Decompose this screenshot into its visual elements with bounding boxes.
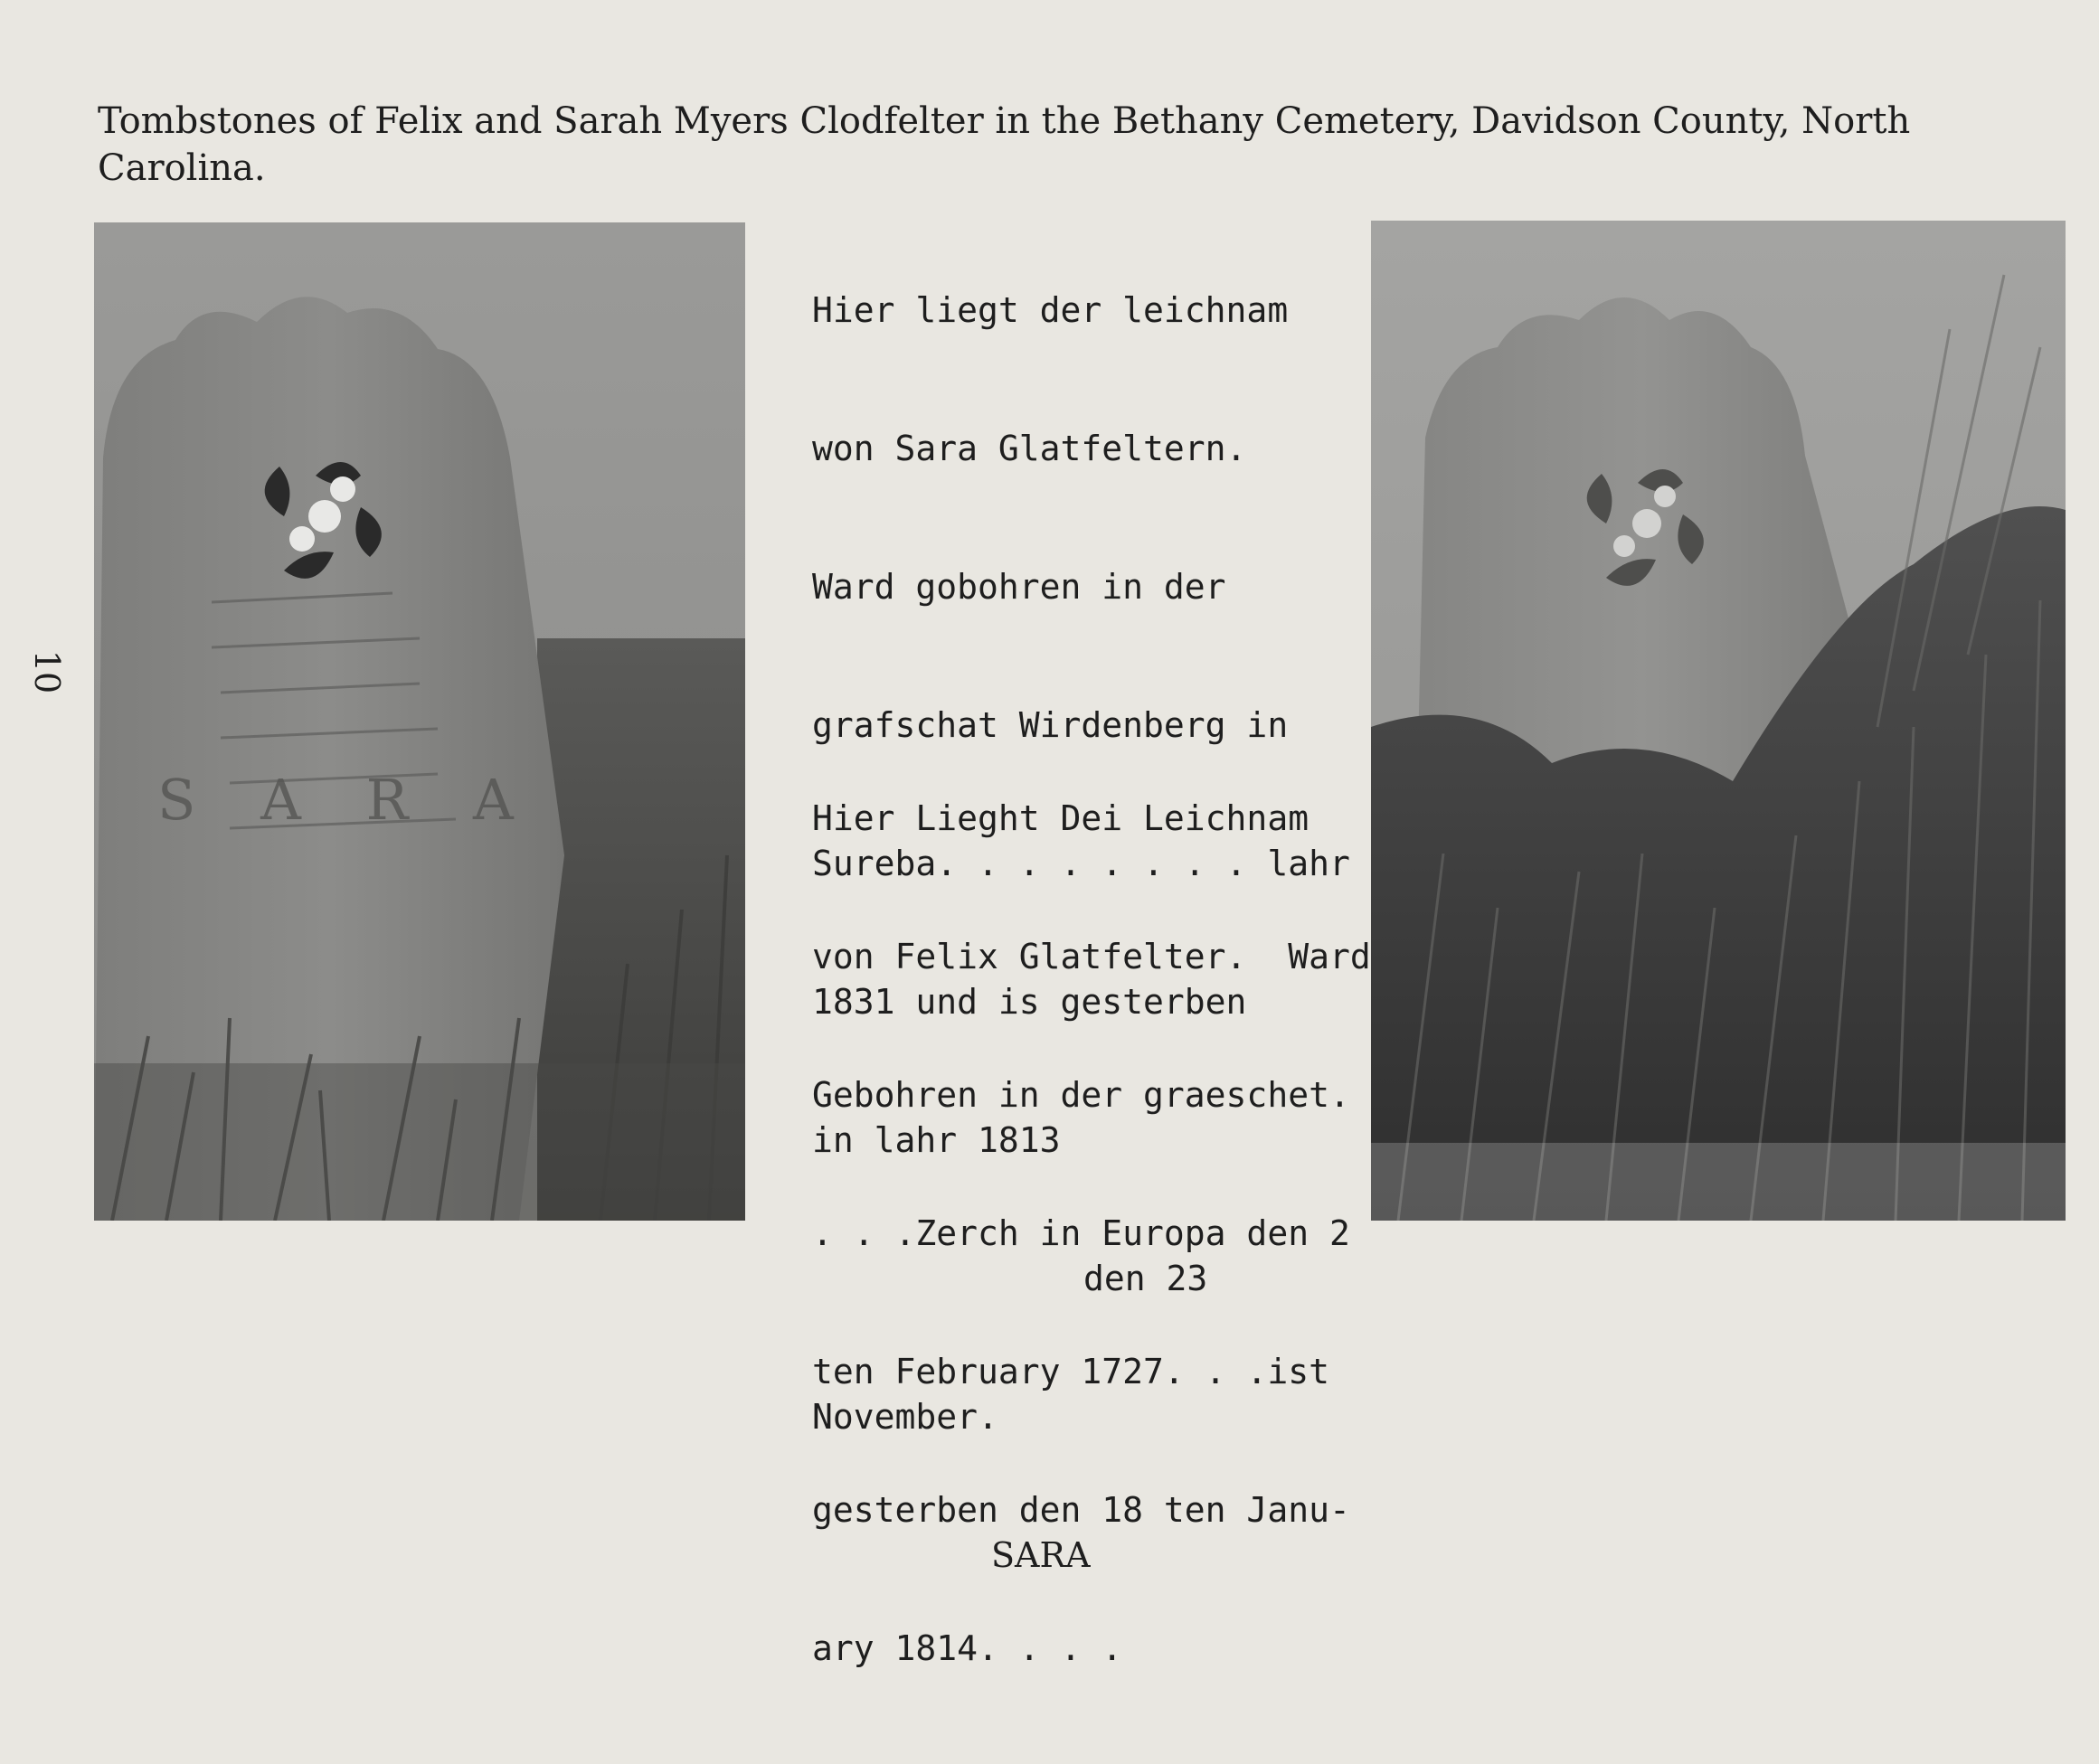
page-number: 10 [27, 649, 67, 694]
sara-line-7: in lahr 1813 [812, 1120, 1061, 1160]
felix-tombstone-photo [1371, 221, 2066, 1221]
sara-line-6: 1831 und is gesterben [812, 982, 1247, 1022]
felix-line-4: . . .Zerch in Europa den 2 [812, 1213, 1350, 1253]
engraved-stone-name: S A R A [157, 767, 537, 833]
sara-line-3: Ward gobohren in der [812, 567, 1226, 607]
sara-tombstone-photo [94, 222, 745, 1221]
sara-tombstone-image [94, 222, 745, 1221]
figure-caption: Tombstones of Felix and Sarah Myers Clodfelter in the Bethany Cemetery, Davidson County, North Carolina. [98, 100, 1911, 189]
felix-line-1: Hier Lieght Dei Leichnam [812, 798, 1310, 838]
felix-tombstone-image [1371, 221, 2066, 1221]
felix-line-5: ten February 1727. . .ist [812, 1352, 1329, 1391]
felix-inscription [812, 703, 1371, 1764]
sara-month: November. [812, 1397, 998, 1437]
sara-date: den 23 [1083, 1259, 1208, 1298]
felix-line-7: ary 1814. . . . [812, 1628, 1123, 1668]
sara-line-5: Sureba. . . . . . . . lahr [812, 844, 1350, 883]
sara-line-4: grafschat Wirdenberg in [812, 705, 1289, 745]
felix-line-6: gesterben den 18 ten Janu- [812, 1490, 1350, 1530]
sara-name: SARA [991, 1535, 1091, 1575]
sara-line-1: Hier liegt der leichnam [812, 290, 1289, 330]
felix-line-3: Gebohren in der graeschet. [812, 1075, 1350, 1115]
felix-line-2: von Felix Glatfelter. Ward [812, 937, 1371, 976]
sara-line-2: won Sara Glatfeltern. [812, 429, 1247, 468]
